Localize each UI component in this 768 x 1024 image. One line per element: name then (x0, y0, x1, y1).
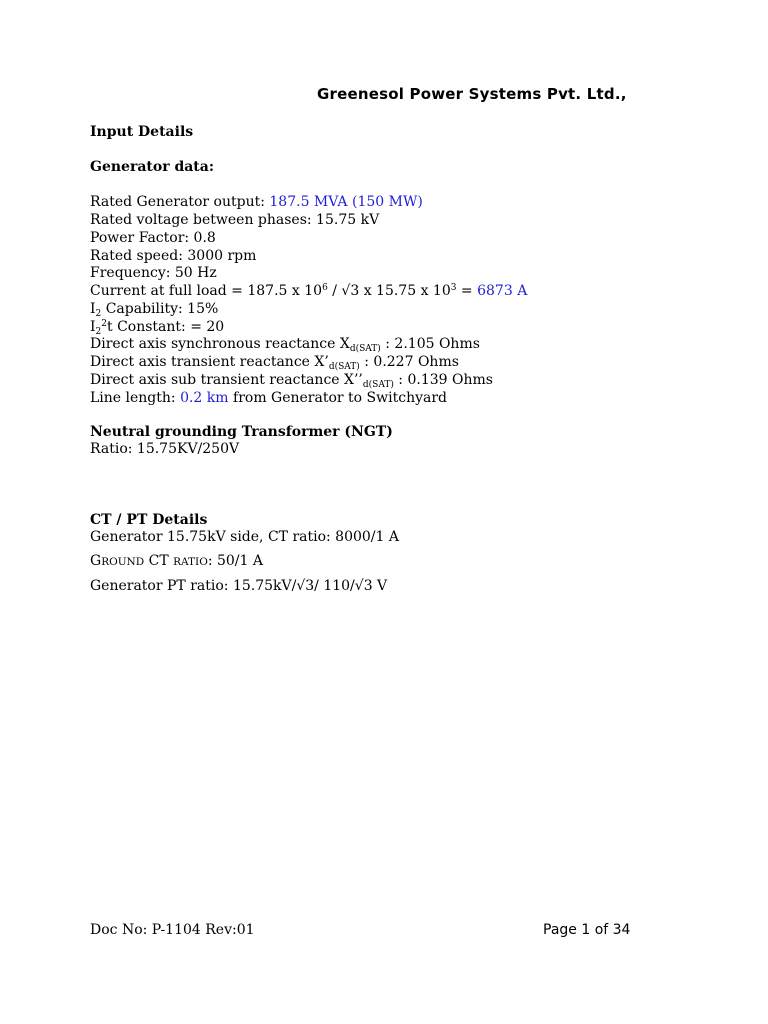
current-value: 6873 A (477, 283, 528, 299)
ground-ct-value: : 50/1 A (207, 553, 263, 569)
section-input-details: Input Details (90, 124, 194, 140)
ngt-heading: Neutral grounding Transformer (NGT) (90, 424, 393, 440)
rated-voltage-line: Rated voltage between phases: 15.75 kV (90, 212, 380, 228)
ngt-ratio-line: Ratio: 15.75KV/250V (90, 441, 240, 457)
xd-value: : 2.105 Ohms (380, 336, 480, 352)
transient-reactance-line (90, 354, 459, 372)
line-length-rest: from Generator to Switchyard (228, 390, 447, 406)
company-name: Greenesol Power Systems Pvt. Ltd., (317, 85, 627, 103)
ground-ct-text: CT (144, 553, 174, 569)
ctpt-heading: CT / PT Details (90, 512, 208, 528)
i2t-superscript: 2 (101, 319, 107, 329)
xdst-subscript: d(SAT) (362, 380, 394, 390)
i2-capability-text: Capability: 15% (101, 301, 219, 317)
i2t-subscript: 2 (95, 327, 102, 337)
i2t-constant-line (90, 319, 224, 337)
rated-speed-line: Rated speed: 3000 rpm (90, 248, 257, 264)
i2t-symbol: I (90, 319, 96, 335)
line-length-line (90, 390, 447, 406)
xd-text: Direct axis synchronous reactance X (90, 336, 350, 352)
current-exp-1: 6 (322, 283, 328, 293)
i2-subscript: 2 (95, 309, 102, 319)
generator-ct-line: Generator 15.75kV side, CT ratio: 8000/1 A (90, 529, 399, 545)
i2-symbol: I (90, 301, 96, 317)
rated-output-value: 187.5 MVA (150 MW) (269, 194, 423, 210)
ground-ratio-text: RATIO (173, 556, 208, 568)
synchronous-reactance-line (90, 336, 480, 354)
ground-initial: G (90, 553, 102, 569)
line-length-label: Line length: (90, 390, 181, 406)
xdst-text: Direct axis sub transient reactance X’’ (90, 372, 363, 388)
rated-output-label: Rated Generator output: (90, 194, 270, 210)
doc-number: Doc No: P-1104 Rev:01 (90, 922, 255, 938)
ground-ct-line (90, 553, 263, 569)
i2t-constant-text: t Constant: = 20 (107, 319, 225, 335)
line-length-value: 0.2 km (180, 390, 229, 406)
current-text-b: / √3 x 15.75 x 10 (327, 283, 451, 299)
pt-ratio-line: Generator PT ratio: 15.75kV/√3/ 110/√3 V (90, 578, 388, 594)
power-factor-line: Power Factor: 0.8 (90, 230, 216, 246)
xdt-subscript: d(SAT) (328, 362, 360, 372)
frequency-line: Frequency: 50 Hz (90, 265, 217, 281)
xdt-value: : 0.227 Ohms (359, 354, 459, 370)
current-exp-2: 3 (450, 283, 457, 293)
xdt-text: Direct axis transient reactance X’ (90, 354, 329, 370)
page-number: Page 1 of 34 (543, 922, 631, 938)
current-text-c: = (456, 283, 478, 299)
full-load-current-line (90, 283, 527, 299)
generator-data-heading: Generator data: (90, 159, 215, 175)
current-text-a: Current at full load = 187.5 x 10 (90, 283, 323, 299)
subtransient-reactance-line (90, 372, 493, 390)
xdst-value: : 0.139 Ohms (393, 372, 493, 388)
i2-capability-line (90, 301, 218, 319)
rated-output-line (90, 194, 423, 210)
xd-subscript: d(SAT) (349, 344, 381, 354)
ground-rest: ROUND (101, 556, 145, 568)
